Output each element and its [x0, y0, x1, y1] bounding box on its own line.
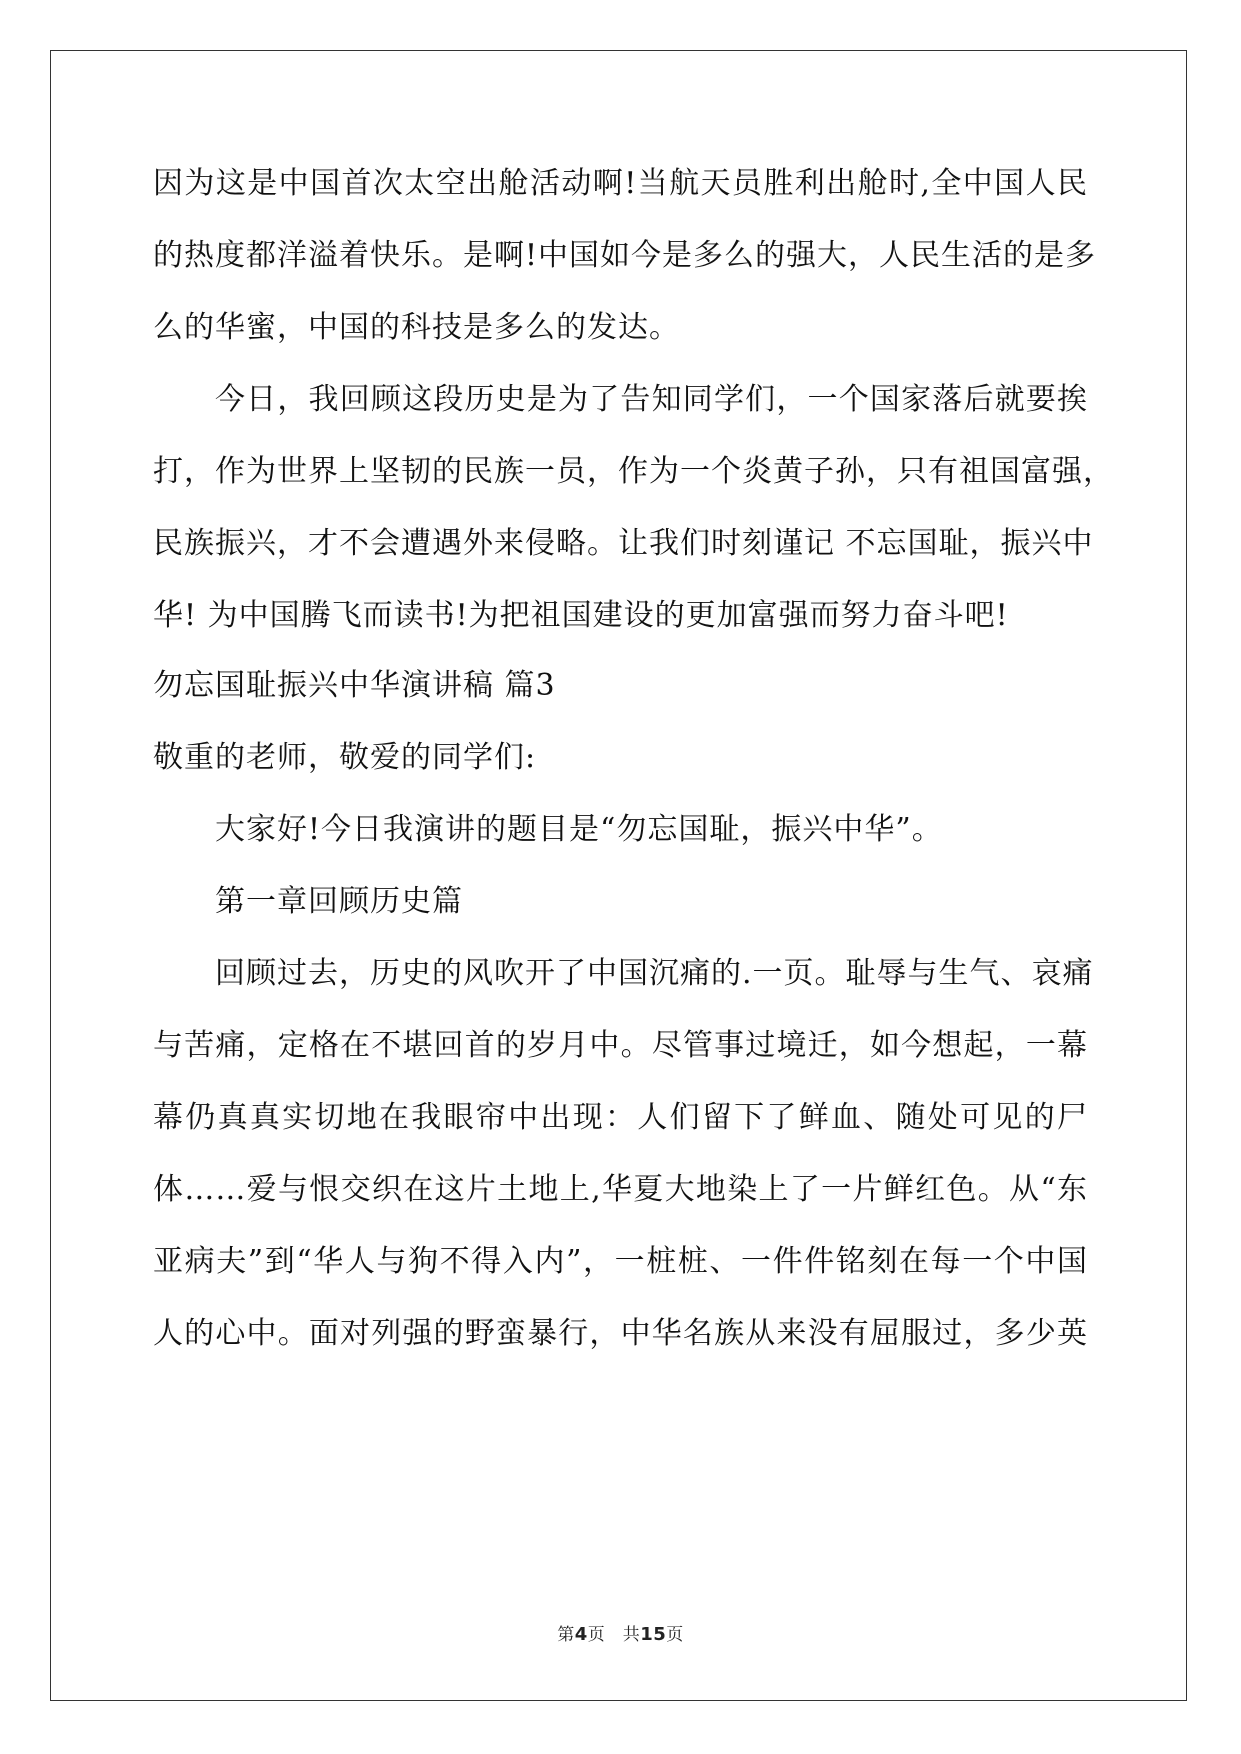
paragraph-line: 打，作为世界上坚韧的民族一员，作为一个炎黄子孙，只有祖国富强， [153, 454, 1114, 489]
paragraph-line: 大家好!今日我演讲的题目是“勿忘国耻，振兴中华”。 [215, 812, 943, 847]
paragraph-line: 与苦痛，定格在不堪回首的岁月中。尽管事过境迁，如今想起，一幕 [153, 1028, 1088, 1063]
chapter-heading: 第一章回顾历史篇 [215, 884, 463, 919]
paragraph-line: 因为这是中国首次太空出舱活动啊!当航天员胜利出舱时,全中国人民 [153, 166, 1088, 201]
footer-suffix: 页 [666, 1625, 684, 1645]
paragraph-line: 亚病夫”到“华人与狗不得入内”，一桩桩、一件件铭刻在每一个中国 [153, 1244, 1088, 1279]
section-heading: 勿忘国耻振兴中华演讲稿 篇3 [153, 668, 556, 703]
paragraph-line: 民族振兴，才不会遭遇外来侵略。让我们时刻谨记 不忘国耻，振兴中 [153, 526, 1094, 561]
footer-prefix: 第 [557, 1625, 575, 1645]
paragraph-line: 的热度都洋溢着快乐。是啊!中国如今是多么的强大，人民生活的是多 [153, 238, 1097, 273]
page-border [50, 50, 1187, 1701]
paragraph-line: 回顾过去，历史的风吹开了中国沉痛的.一页。耻辱与生气、哀痛 [215, 956, 1094, 991]
paragraph-line: 幕仍真真实切地在我眼帘中出现：人们留下了鲜血、随处可见的尸 [153, 1100, 1088, 1135]
page-footer [0, 1623, 1241, 1647]
paragraph-line: 体……爱与恨交织在这片土地上,华夏大地染上了一片鲜红色。从“东 [153, 1172, 1088, 1207]
paragraph-line: 么的华蜜，中国的科技是多么的发达。 [153, 310, 680, 345]
paragraph-line: 华! 为中国腾飞而读书!为把祖国建设的更加富强而努力奋斗吧! [153, 598, 1009, 633]
salutation: 敬重的老师，敬爱的同学们: [153, 740, 537, 775]
current-page-number: 4 [574, 1624, 588, 1645]
paragraph-line: 人的心中。面对列强的野蛮暴行，中华名族从来没有屈服过，多少英 [153, 1316, 1088, 1351]
footer-mid: 页 共 [587, 1625, 641, 1645]
total-page-count: 15 [640, 1624, 667, 1645]
paragraph-line: 今日，我回顾这段历史是为了告知同学们，一个国家落后就要挨 [215, 382, 1088, 417]
